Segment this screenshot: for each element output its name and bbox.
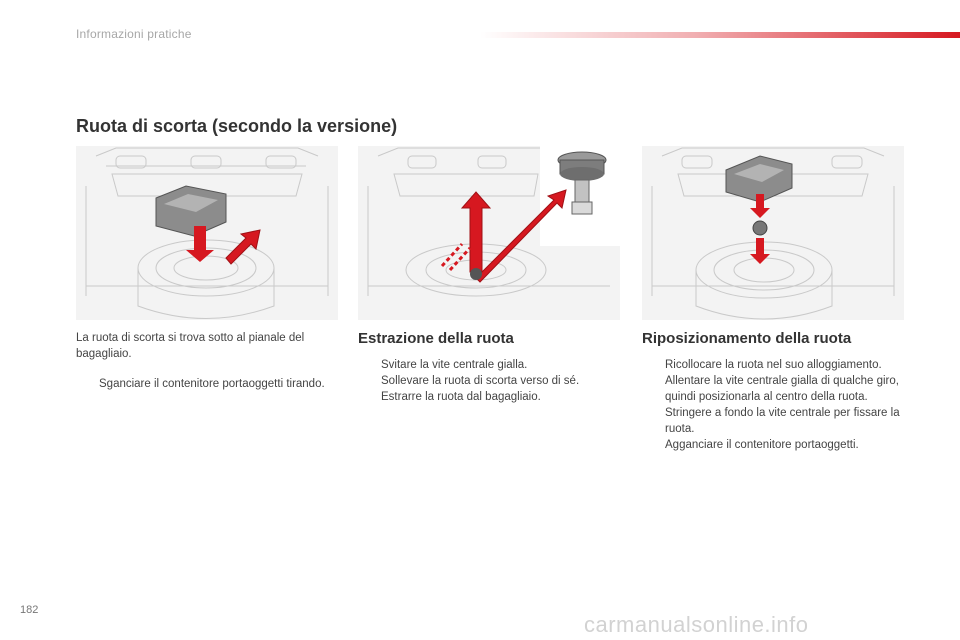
step-text: Stringere a fondo la vite centrale per fissare la ruota. bbox=[665, 407, 900, 435]
step-text: Agganciare il contenitore portaoggetti. bbox=[665, 439, 859, 451]
page-title: Ruota di scorta (secondo la versione) bbox=[76, 116, 398, 136]
section-heading: Estrazione della ruota bbox=[358, 330, 514, 347]
illustration-trunk-storage-box bbox=[76, 146, 338, 320]
list-item bbox=[642, 437, 904, 453]
list-item bbox=[642, 357, 904, 373]
watermark: carmanualsonline.info bbox=[584, 612, 809, 637]
step-text: Sganciare il contenitore portaoggetti tirando. bbox=[99, 378, 325, 390]
list-item bbox=[642, 373, 904, 405]
list-item bbox=[76, 376, 338, 392]
list-item bbox=[358, 373, 620, 389]
section-heading: Riposizionamento della ruota bbox=[642, 330, 852, 347]
section-header-title: Informazioni pratiche bbox=[76, 27, 192, 41]
section-header-bar bbox=[480, 32, 960, 38]
step-text: Estrarre la ruota dal bagagliaio. bbox=[381, 391, 541, 403]
steps-list bbox=[358, 357, 620, 405]
step-text: Ricollocare la ruota nel suo alloggiamento. bbox=[665, 359, 882, 371]
steps-list bbox=[76, 376, 338, 392]
illustration-wheel-refit bbox=[642, 146, 904, 320]
step-text: Sollevare la ruota di scorta verso di sé. bbox=[381, 375, 580, 387]
step-text: Svitare la vite centrale gialla. bbox=[381, 359, 528, 371]
page-number: 182 bbox=[20, 604, 39, 616]
column-wheel-removal bbox=[358, 330, 620, 405]
steps-list bbox=[642, 357, 904, 453]
intro-text: La ruota di scorta si trova sotto al pianale del bagagliaio. bbox=[76, 332, 305, 360]
illustration-wheel-removal bbox=[358, 146, 620, 320]
list-item bbox=[642, 405, 904, 437]
column-wheel-refit bbox=[642, 330, 904, 453]
list-item bbox=[358, 389, 620, 405]
list-item bbox=[358, 357, 620, 373]
column-intro bbox=[76, 330, 338, 392]
step-text: Allentare la vite centrale gialla di qualche giro, quindi posizionarla al centro della ruota. bbox=[665, 375, 899, 403]
